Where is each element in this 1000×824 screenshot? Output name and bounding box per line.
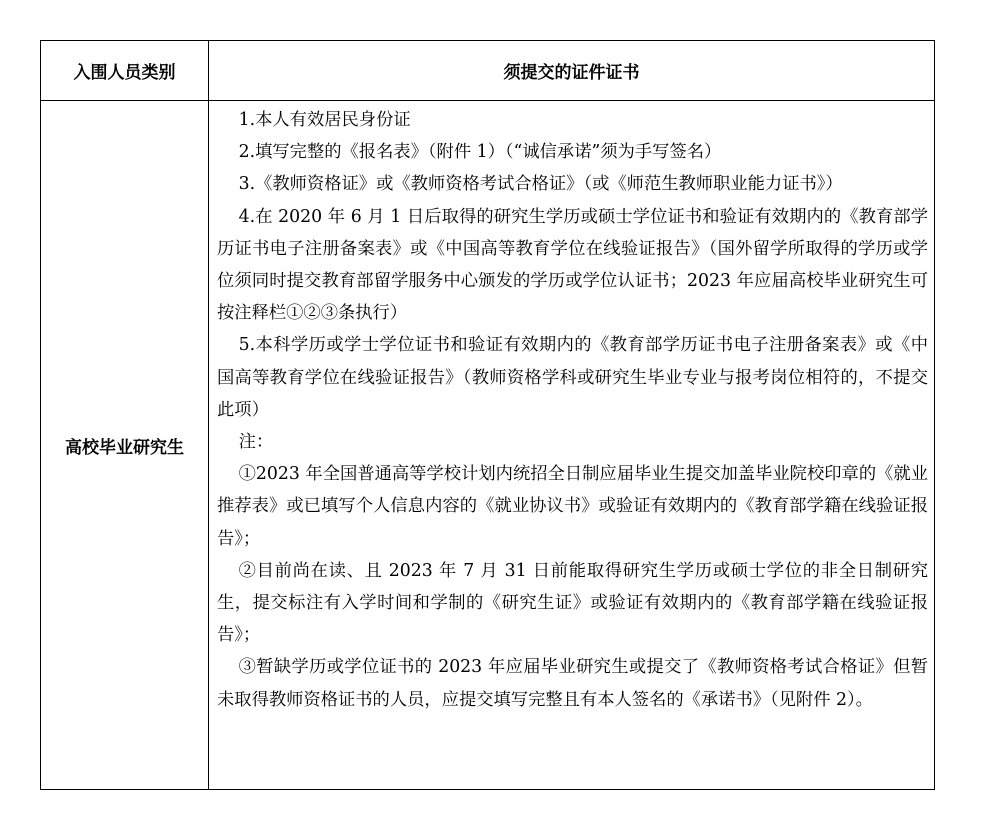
- note-3: ③暂缺学历或学位证书的 2023 年应届毕业研究生或提交了《教师资格考试合格证》但暂未取得教师资格证书的人员，应提交填写完整且有本人签名的《承诺书》（见附件 2）。: [217, 657, 928, 710]
- item-5: 5.本科学历或学士学位证书和验证有效期内的《教育部学历证书电子注册备案表》或《中国高等教育学位在线验证报告》（教师资格学科或研究生毕业专业与报考岗位相符的，不提交此项）: [217, 335, 928, 420]
- table-row: [41, 101, 935, 790]
- note-2: ②目前尚在读、且 2023 年 7 月 31 日前能取得研究生学历或硕士学位的非全日制研究生，提交标注有入学时间和学制的《研究生证》或验证有效期内的《教育部学籍在线验证报告》；: [217, 560, 928, 646]
- header-category: 入围人员类别: [41, 41, 209, 101]
- note-1: ①2023 年全国普通高等学校计划内统招全日制应届毕业生提交加盖毕业院校印章的《就业推荐表》或已填写个人信息内容的《就业协议书》或验证有效期内的《教育部学籍在线验证报告》；: [217, 464, 928, 549]
- documents-cell: [209, 101, 935, 790]
- table-header-row: [41, 41, 935, 101]
- note-label: 注：: [238, 432, 274, 453]
- item-2: 2.填写完整的《报名表》（附件 1）（“诚信承诺”须为手写签名）: [238, 142, 722, 163]
- item-3: 3.《教师资格证》或《教师资格考试合格证》（或《师范生教师职业能力证书》）: [238, 174, 843, 195]
- category-cell: 高校毕业研究生: [41, 101, 209, 790]
- header-documents: 须提交的证件证书: [209, 41, 935, 101]
- item-1: 1.本人有效居民身份证: [238, 110, 411, 130]
- item-4: 4.在 2020 年 6 月 1 日后取得的研究生学历或硕士学位证书和验证有效期内的《教育部学历证书电子注册备案表》或《中国高等教育学位在线验证报告》（国外留学所取得的学历或学位须同时提交教育部留学服务中心颁发的学历或学位认证书；2023 年应届高校毕业研究生可按注释栏①②③条执行）: [217, 206, 928, 324]
- requirements-table: [40, 40, 935, 790]
